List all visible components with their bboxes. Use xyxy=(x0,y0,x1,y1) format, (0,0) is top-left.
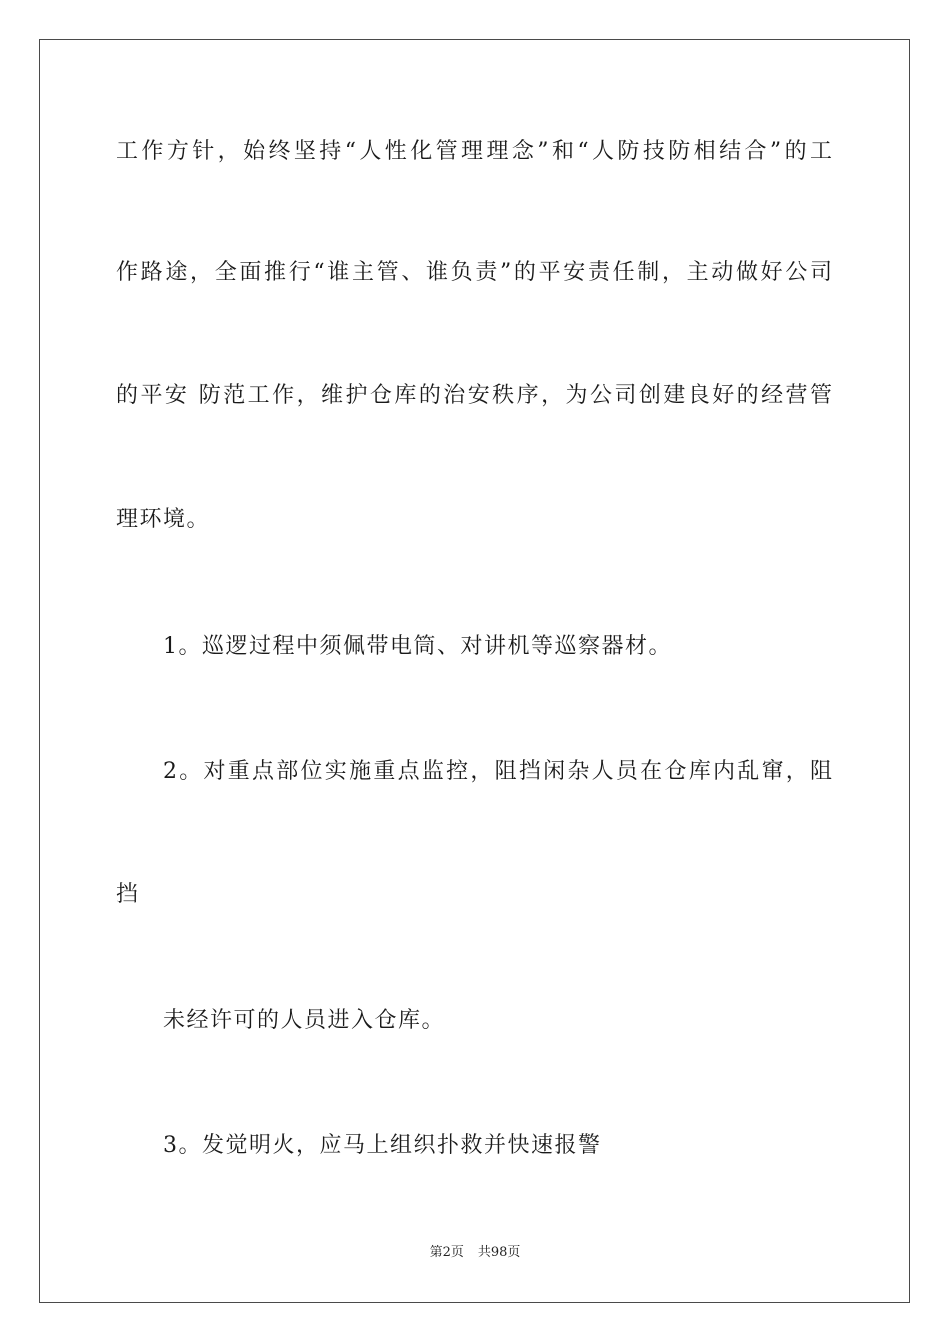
list-item-2-continuation-2: 未经许可的人员进入仓库。 xyxy=(163,1008,446,1033)
page-total: 共98页 xyxy=(477,1245,521,1260)
list-item-2-continuation: 挡 xyxy=(116,882,140,907)
body-line-4: 理环境。 xyxy=(116,507,211,532)
list-item-3: 3。发觉明火，应马上组织扑救并快速报警 xyxy=(163,1133,602,1158)
page-number: 第2页 xyxy=(429,1245,464,1260)
page-footer xyxy=(0,1244,950,1262)
body-line-3: 的平安 防范工作，维护仓库的治安秩序，为公司创建良好的经营管 xyxy=(116,383,832,408)
list-item-1: 1。巡逻过程中须佩带电筒、对讲机等巡察器材。 xyxy=(163,634,672,659)
page-border xyxy=(39,39,910,1303)
body-line-2: 作路途，全面推行“谁主管、谁负责”的平安责任制，主动做好公司 xyxy=(116,260,832,285)
list-item-2: 2。对重点部位实施重点监控，阻挡闲杂人员在仓库内乱窜，阻 xyxy=(163,759,832,784)
body-line-1: 工作方针，始终坚持“人性化管理理念”和“人防技防相结合”的工 xyxy=(116,139,832,164)
